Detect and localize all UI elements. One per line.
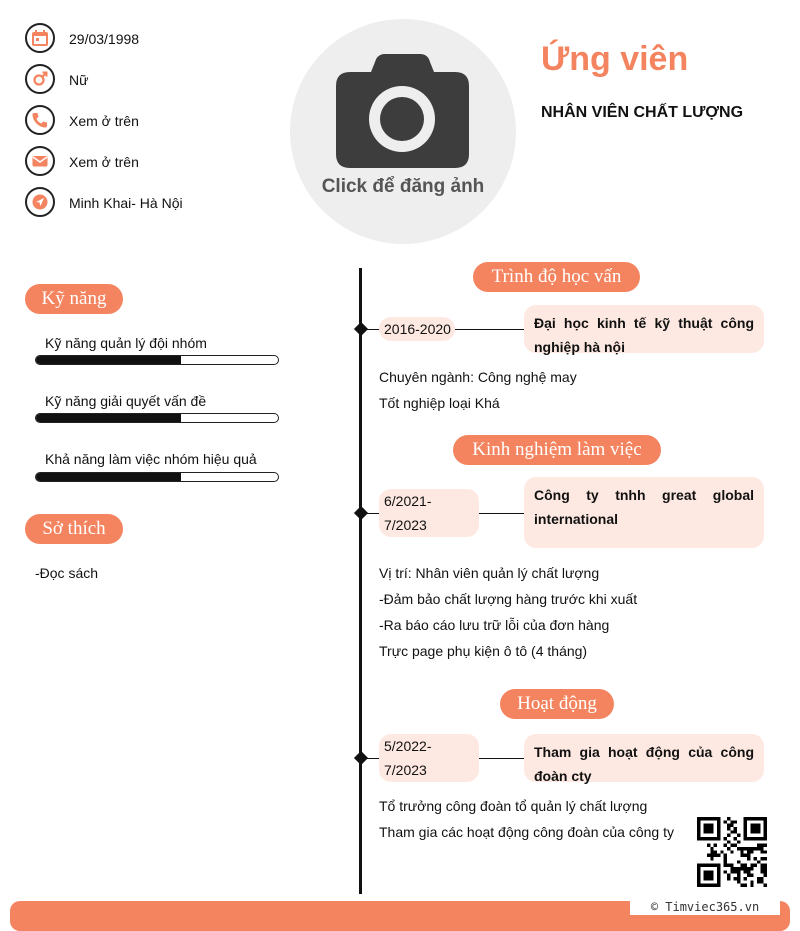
candidate-position: NHÂN VIÊN CHẤT LƯỢNG [541,104,744,121]
connector-education-right [455,329,525,330]
skill-bar-2 [35,413,279,423]
skill-bar-3 [35,472,279,482]
contact-address: Minh Khai- Hà Nội [69,195,183,211]
experience-detail-3: -Ra báo cáo lưu trữ lỗi của đơn hàng [379,617,610,633]
photo-upload[interactable] [290,19,516,244]
contact-gender: Nữ [69,72,89,88]
connector-experience-left [362,513,380,514]
skill-label-1: Kỹ năng quản lý đội nhóm [45,335,207,351]
skill-label-3: Khả năng làm việc nhóm hiệu quả [45,451,257,467]
candidate-name: Ứng viên [541,40,689,78]
skill-bar-fill-1 [36,356,181,364]
phone-icon [31,111,49,129]
connector-activities-right [479,758,525,759]
activities-date [379,734,479,782]
contact-icon-gender [25,64,55,94]
education-detail-2: Tốt nghiệp loại Khá [379,395,500,411]
gender-icon [31,70,49,88]
education-school: Đại học kinh tế kỹ thuật công nghiệp hà nội [524,305,764,353]
hobby-item: -Đọc sách [35,565,99,581]
camera-icon [335,52,470,169]
experience-detail-1: Vị trí: Nhân viên quản lý chất lượng [379,565,600,581]
hobbies-heading: Sở thích [25,514,123,544]
experience-detail-2: -Đảm bảo chất lượng hàng trước khi xuất [379,591,638,607]
skills-heading: Kỹ năng [25,284,123,314]
contact-icon-email [25,146,55,176]
contact-email: Xem ở trên [69,154,139,170]
connector-activities-left [362,758,380,759]
contact-icon-address [25,187,55,217]
contact-icon-phone [25,105,55,135]
qr-code[interactable] [697,817,767,887]
location-icon [31,193,49,211]
experience-date-end: 7/2023 [384,517,427,533]
activities-name: Tham gia hoạt động của công đoàn cty [524,734,764,782]
education-heading: Trình độ học vấn [473,262,640,292]
activities-date-end: 7/2023 [384,762,427,778]
skill-bar-1 [35,355,279,365]
skill-bar-fill-3 [36,473,181,481]
contact-phone: Xem ở trên [69,113,139,129]
connector-education-left [362,329,380,330]
envelope-icon [31,152,49,170]
calendar-icon [31,29,49,47]
photo-caption: Click để đăng ảnh [321,176,485,197]
footer-brand[interactable]: © Timviec365.vn [630,900,780,915]
experience-heading: Kinh nghiệm làm việc [453,435,661,465]
education-date: 2016-2020 [379,317,455,341]
experience-date-start: 6/2021- [384,493,432,509]
qr-code-icon [697,817,767,887]
activities-detail-1: Tổ trưởng công đoàn tổ quản lý chất lượng [379,798,648,814]
timeline-line [359,268,362,894]
contact-dob: 29/03/1998 [69,31,140,47]
experience-date [379,489,479,537]
skill-label-2: Kỹ năng giải quyết vấn đề [45,393,207,409]
experience-company: Công ty tnhh great global international [524,477,764,548]
connector-experience-right [479,513,525,514]
skill-bar-fill-2 [36,414,181,422]
contact-icon-dob [25,23,55,53]
activities-date-start: 5/2022- [384,738,432,754]
education-detail-1: Chuyên ngành: Công nghệ may [379,369,577,385]
experience-detail-4: Trực page phụ kiện ô tô (4 tháng) [379,643,588,659]
activities-detail-2: Tham gia các hoạt động công đoàn của công ty [379,824,674,840]
activities-heading: Hoạt động [500,689,614,719]
